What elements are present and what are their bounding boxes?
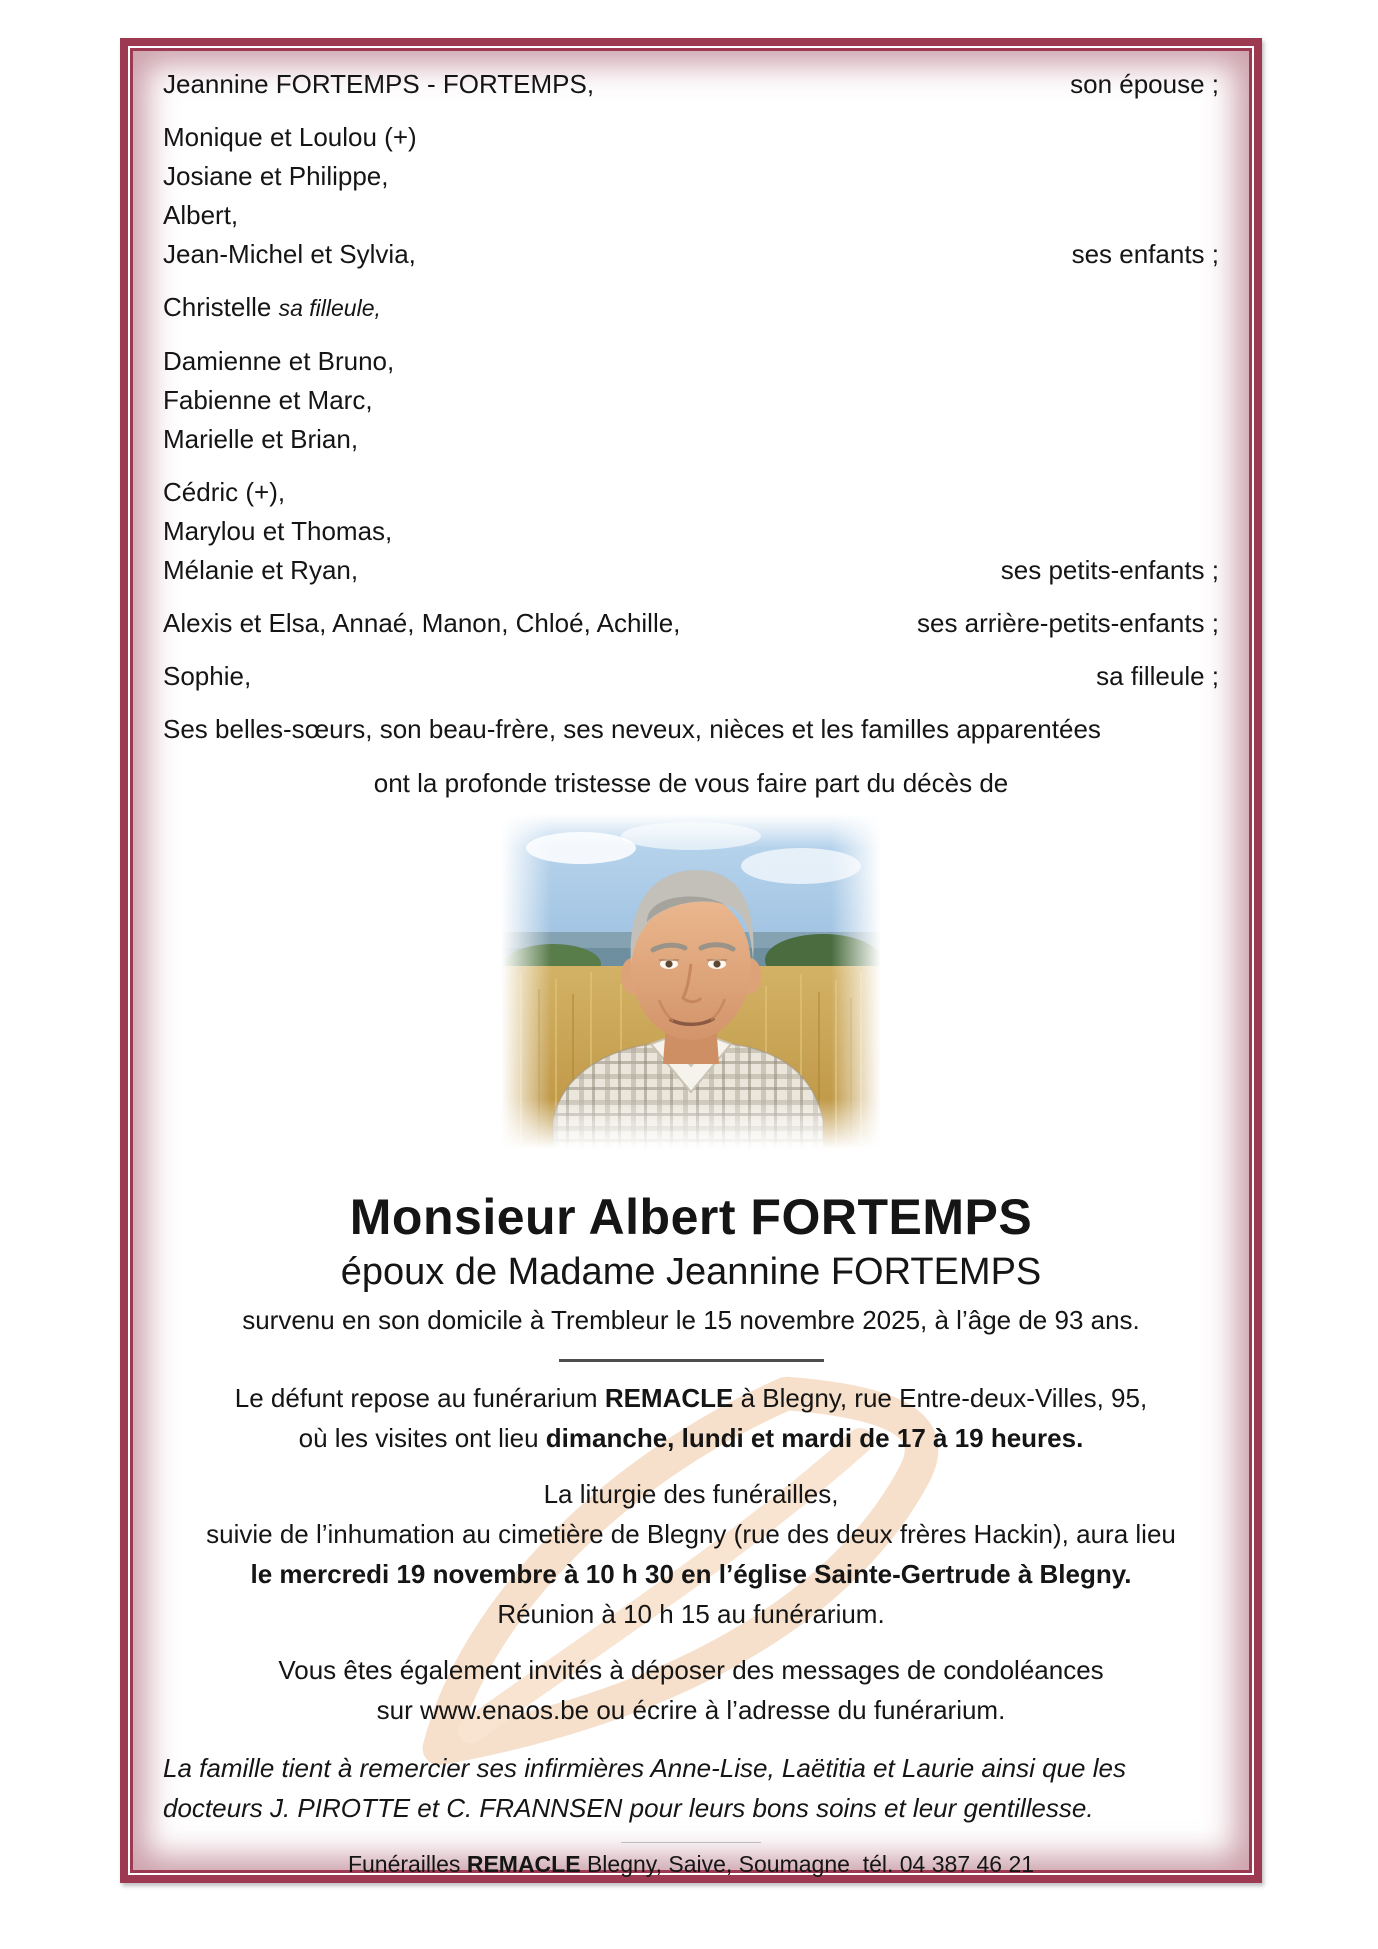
- text-segment: Blegny, Saive, Soumagne tél. 04 387 46 21: [580, 1851, 1035, 1877]
- family-row: [163, 288, 1219, 328]
- paragraph: [163, 1748, 1219, 1828]
- announcement-line: ont la profonde tristesse de vous faire part du décès de: [373, 768, 1009, 798]
- paragraph-line: [163, 1690, 1219, 1730]
- family-names: Albert,: [163, 200, 239, 230]
- section-divider: [559, 1359, 824, 1362]
- family-names: Marylou et Thomas,: [163, 516, 393, 546]
- family-row: [163, 235, 1219, 274]
- family-row: [163, 473, 1219, 512]
- text-segment: suivie de l’inhumation au cimetière de Blegny (rue des deux frères Hackin), aura lieu: [206, 1519, 1176, 1549]
- portrait-photo-image: [501, 814, 881, 1149]
- paragraph-line: [163, 1554, 1219, 1594]
- text-segment: Le défunt repose au funérarium: [234, 1383, 605, 1413]
- text-segment: sur www.enaos.be ou écrire à l’adresse du funérarium.: [376, 1695, 1006, 1725]
- family-row: [163, 157, 1219, 196]
- paragraph-line: [163, 1788, 1219, 1828]
- family-names: Jean-Michel et Sylvia,: [163, 239, 416, 269]
- deceased-name: Monsieur Albert FORTEMPS: [349, 1189, 1033, 1245]
- frame-inner-line: [130, 48, 1252, 1877]
- relatives-line: Ses belles-sœurs, son beau-frère, ses neveux, nièces et les familles apparentées: [163, 714, 1101, 744]
- paragraph: [163, 1378, 1219, 1458]
- text-segment: le mercredi 19 novembre à 10 h 30 en l’église Sainte-Gertrude à Blegny.: [250, 1559, 1132, 1589]
- relation-label: ses petits-enfants ;: [1000, 555, 1219, 585]
- content-area: [133, 51, 1249, 1877]
- family-row: [163, 196, 1219, 235]
- family-group: [163, 604, 1219, 643]
- relation-label: ses enfants ;: [1071, 239, 1219, 269]
- family-row: [163, 65, 1219, 104]
- funeral-details: [163, 1378, 1219, 1828]
- decorative-frame: [120, 38, 1262, 1883]
- frame-white-gap: [128, 46, 1254, 1875]
- relation-label: sa filleule ;: [1096, 661, 1219, 691]
- text-segment: docteurs J. PIROTTE et C. FRANNSEN pour leurs bons soins et leur gentillesse.: [163, 1793, 1094, 1823]
- paragraph-line: [163, 1748, 1219, 1788]
- family-names: Damienne et Bruno,: [163, 346, 395, 376]
- family-names: Christelle sa filleule,: [163, 292, 381, 322]
- paragraph-line: [163, 1418, 1219, 1458]
- family-names: Mélanie et Ryan,: [163, 555, 359, 585]
- family-row: [163, 118, 1219, 157]
- family-group: [163, 473, 1219, 590]
- text-segment: REMACLE: [604, 1383, 734, 1413]
- family-names: Jeannine FORTEMPS - FORTEMPS,: [163, 69, 595, 99]
- text-segment: Réunion à 10 h 15 au funérarium.: [497, 1599, 885, 1629]
- text-segment: REMACLE: [466, 1851, 581, 1877]
- death-details: survenu en son domicile à Trembleur le 15 novembre 2025, à l’âge de 93 ans.: [242, 1305, 1140, 1335]
- family-group: [163, 657, 1219, 696]
- portrait-photo: [163, 814, 1219, 1149]
- family-row: [163, 420, 1219, 459]
- family-row: [163, 381, 1219, 420]
- family-row: [163, 657, 1219, 696]
- family-names: Josiane et Philippe,: [163, 161, 389, 191]
- family-row: [163, 512, 1219, 551]
- paragraph-line: [163, 1514, 1219, 1554]
- paragraph-line: [163, 1594, 1219, 1634]
- text-segment: La liturgie des funérailles,: [543, 1479, 839, 1509]
- family-row: [163, 342, 1219, 381]
- text-segment: à Blegny, rue Entre-deux-Villes, 95,: [733, 1383, 1148, 1413]
- family-group: [163, 65, 1219, 104]
- footer-divider: [621, 1842, 761, 1843]
- family-group: [163, 342, 1219, 459]
- family-row: [163, 551, 1219, 590]
- family-row: [163, 604, 1219, 643]
- relation-label: ses arrière-petits-enfants ;: [916, 608, 1219, 638]
- text-segment: dimanche, lundi et mardi de 17 à 19 heures.: [545, 1423, 1084, 1453]
- family-names: Marielle et Brian,: [163, 424, 359, 454]
- funeral-home-footer: [163, 1849, 1219, 1879]
- paragraph-line: [163, 1650, 1219, 1690]
- text-segment: Funérailles: [347, 1851, 467, 1877]
- family-group: [163, 118, 1219, 274]
- text-segment: Vous êtes également invités à déposer des messages de condoléances: [278, 1655, 1104, 1685]
- paragraph-line: [163, 1474, 1219, 1514]
- paragraph: [163, 1474, 1219, 1634]
- paragraph: [163, 1650, 1219, 1730]
- family-names: Monique et Loulou (+): [163, 122, 417, 152]
- relation-note: sa filleule,: [278, 295, 381, 321]
- text-segment: où les visites ont lieu: [298, 1423, 546, 1453]
- family-names: Fabienne et Marc,: [163, 385, 373, 415]
- family-names: Sophie,: [163, 661, 252, 691]
- family-group: [163, 288, 1219, 328]
- family-names: Alexis et Elsa, Annaé, Manon, Chloé, Achille,: [163, 608, 681, 638]
- family-names: Cédric (+),: [163, 477, 286, 507]
- family-list: [163, 65, 1219, 696]
- spouse-line: époux de Madame Jeannine FORTEMPS: [340, 1251, 1042, 1293]
- paragraph-line: [163, 1378, 1219, 1418]
- text-segment: La famille tient à remercier ses infirmières Anne-Lise, Laëtitia et Laurie ainsi que les: [163, 1753, 1126, 1783]
- relation-label: son épouse ;: [1070, 69, 1219, 99]
